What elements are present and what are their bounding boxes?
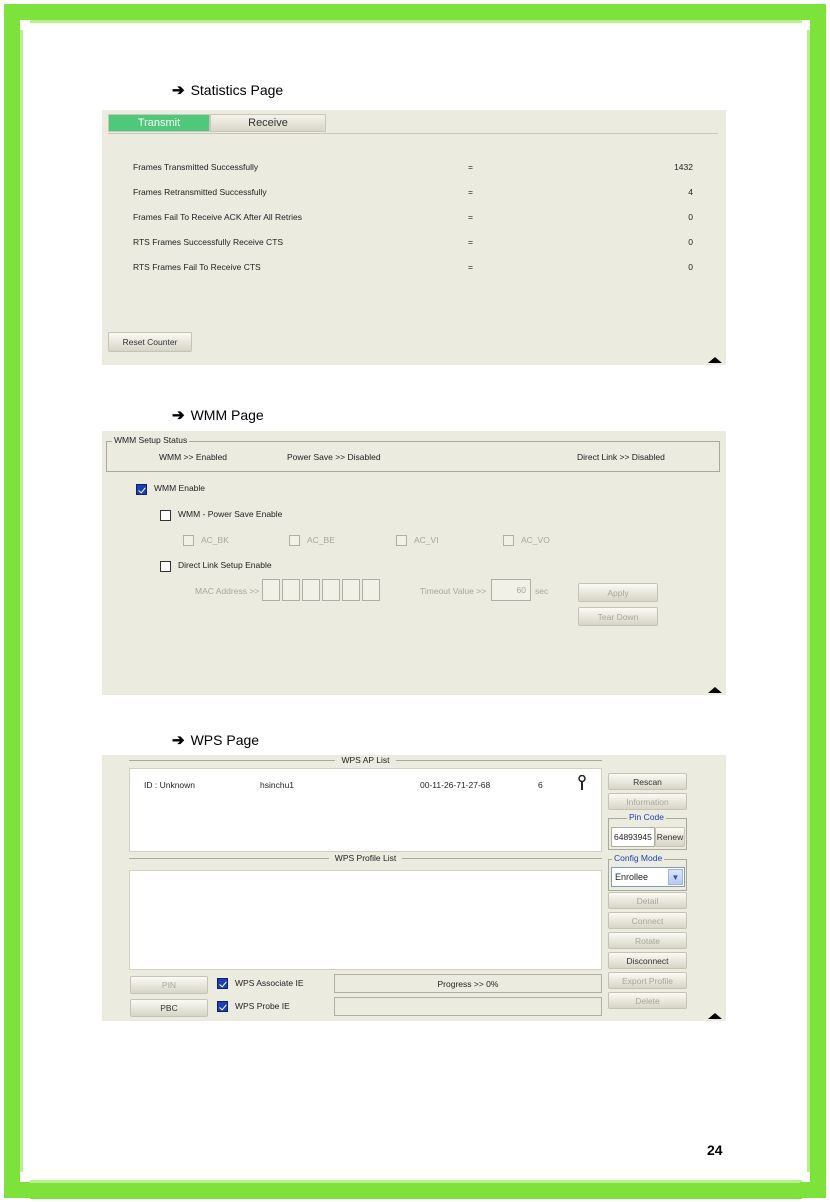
wps-profile-list[interactable]: [129, 870, 602, 970]
ap-ssid: hsinchu1: [260, 780, 295, 790]
key-icon: [577, 775, 587, 791]
wps-profile-list-title: WPS Profile List: [334, 853, 397, 863]
mac-address-octet-input[interactable]: [302, 579, 320, 601]
wps-probe-ie-label: WPS Probe IE: [235, 1001, 290, 1011]
page-corner-top-right: [800, 4, 826, 30]
rotate-button[interactable]: Rotate: [608, 932, 687, 949]
wps-ap-list-title: WPS AP List: [341, 755, 390, 765]
stat-label: RTS Frames Fail To Receive CTS: [133, 262, 261, 272]
pin-code-title: Pin Code: [629, 812, 664, 822]
pin-code-value: 64893945: [611, 827, 655, 847]
stat-label: Frames Retransmitted Successfully: [133, 187, 267, 197]
ac-vo-checkbox[interactable]: [503, 535, 514, 546]
ac-bk-label: AC_BK: [201, 535, 229, 545]
tab-transmit[interactable]: Transmit: [108, 114, 210, 132]
power-save-enable-checkbox[interactable]: [160, 510, 171, 521]
timeout-unit: sec: [535, 586, 549, 596]
statistics-heading: [172, 81, 283, 99]
mac-address-octet-input[interactable]: [362, 579, 380, 601]
connect-button[interactable]: Connect: [608, 912, 687, 929]
wmm-enable-label: WMM Enable: [154, 483, 206, 493]
ac-vo-label: AC_VO: [521, 535, 550, 545]
wmm-enable-checkbox[interactable]: [136, 484, 147, 495]
page-border-bottom: [30, 1183, 802, 1199]
wps-associate-ie-checkbox[interactable]: [217, 978, 228, 989]
timeout-input[interactable]: 60: [491, 579, 531, 601]
stat-row: [133, 187, 693, 199]
stat-row: [133, 262, 693, 274]
collapse-up-icon[interactable]: [708, 687, 722, 693]
wps-heading: [172, 731, 259, 749]
apply-button[interactable]: Apply: [578, 583, 658, 602]
arrow-right-icon: ➔: [172, 82, 185, 99]
mac-address-octet-input[interactable]: [262, 579, 280, 601]
direct-link-status: Direct Link >> Disabled: [577, 452, 665, 462]
wmm-heading-title: WMM Page: [190, 407, 264, 423]
wmm-status: WMM >> Enabled: [159, 452, 228, 462]
disconnect-button[interactable]: Disconnect: [608, 952, 687, 969]
collapse-up-icon[interactable]: [708, 1013, 722, 1019]
stat-equals: =: [468, 187, 473, 197]
page-border-inner-left: [20, 30, 23, 1172]
information-button[interactable]: Information: [608, 793, 687, 810]
progress-status-box: [334, 997, 602, 1016]
delete-button[interactable]: Delete: [608, 992, 687, 1009]
ac-vi-label: AC_VI: [414, 535, 439, 545]
ap-id: ID : Unknown: [144, 780, 196, 790]
pbc-button[interactable]: PBC: [130, 999, 208, 1017]
stat-value: 0: [688, 212, 693, 222]
arrow-right-icon: ➔: [172, 407, 185, 424]
stat-row: [133, 212, 693, 224]
tab-receive[interactable]: Receive: [210, 114, 326, 132]
direct-link-enable-checkbox[interactable]: [160, 561, 171, 572]
progress-bar: Progress >> 0%: [334, 974, 602, 993]
reset-counter-button[interactable]: Reset Counter: [108, 332, 192, 352]
page-number: 24: [707, 1142, 723, 1158]
power-save-status: Power Save >> Disabled: [287, 452, 381, 462]
page-border-inner-bottom: [30, 1180, 802, 1183]
renew-button[interactable]: Renew: [655, 827, 685, 847]
ap-bssid: 00-11-26-71-27-68: [420, 780, 491, 790]
mac-address-octet-input[interactable]: [322, 579, 340, 601]
stat-equals: =: [468, 262, 473, 272]
page-corner-top-left: [4, 4, 30, 30]
stat-equals: =: [468, 162, 473, 172]
statistics-panel: [102, 110, 726, 365]
tab-underline: [108, 133, 718, 134]
page-border-inner-top: [30, 20, 802, 23]
stat-label: RTS Frames Successfully Receive CTS: [133, 237, 284, 247]
wps-panel: [102, 755, 726, 1021]
statistics-heading-title: Statistics Page: [190, 82, 284, 98]
wmm-panel: [102, 431, 726, 695]
wps-profile-list-header: [129, 853, 602, 863]
statistics-tabs: [108, 114, 326, 132]
timeout-label: Timeout Value >>: [420, 586, 487, 596]
ac-bk-checkbox[interactable]: [183, 535, 194, 546]
rescan-button[interactable]: Rescan: [608, 773, 687, 790]
ac-vi-checkbox[interactable]: [396, 535, 407, 546]
power-save-enable-label: WMM - Power Save Enable: [178, 509, 283, 519]
wmm-setup-status-title: WMM Setup Status: [114, 435, 188, 445]
page-corner-bottom-left: [4, 1172, 30, 1198]
stat-equals: =: [468, 212, 473, 222]
ac-be-label: AC_BE: [307, 535, 335, 545]
stat-equals: =: [468, 237, 473, 247]
page-border-inner-right: [807, 30, 810, 1172]
pin-button[interactable]: PIN: [130, 976, 208, 994]
stat-value: 4: [688, 187, 693, 197]
stat-value: 0: [688, 262, 693, 272]
ac-be-checkbox[interactable]: [289, 535, 300, 546]
mac-address-octet-input[interactable]: [282, 579, 300, 601]
stat-value: 0: [688, 237, 693, 247]
wmm-heading: [172, 406, 264, 424]
arrow-right-icon: ➔: [172, 732, 185, 749]
mac-address-octet-input[interactable]: [342, 579, 360, 601]
wps-probe-ie-checkbox[interactable]: [217, 1001, 228, 1012]
page-corner-bottom-right: [800, 1172, 826, 1198]
stat-label: Frames Transmitted Successfully: [133, 162, 259, 172]
tear-down-button[interactable]: Tear Down: [578, 607, 658, 626]
config-mode-select[interactable]: [611, 867, 685, 887]
stat-row: [133, 237, 693, 249]
export-profile-button[interactable]: Export Profile: [608, 972, 687, 989]
collapse-up-icon[interactable]: [708, 357, 722, 363]
mac-address-label: MAC Address >>: [195, 586, 260, 596]
config-mode-value: Enrollee: [615, 872, 649, 882]
stat-label: Frames Fail To Receive ACK After All Retries: [133, 212, 302, 222]
wps-heading-title: WPS Page: [190, 732, 260, 748]
page-border-top: [30, 4, 802, 20]
config-mode-title: Config Mode: [614, 853, 663, 863]
direct-link-enable-label: Direct Link Setup Enable: [178, 560, 272, 570]
detail-button[interactable]: Detail: [608, 892, 687, 909]
ap-channel: 6: [538, 780, 543, 790]
page-border-left: [4, 30, 20, 1172]
wps-associate-ie-label: WPS Associate IE: [235, 978, 304, 988]
page-border-right: [810, 30, 826, 1172]
wps-ap-list-header: [129, 755, 602, 765]
stat-value: 1432: [674, 162, 693, 172]
wps-ap-list[interactable]: [129, 768, 602, 852]
stat-row: [133, 162, 693, 174]
chevron-down-icon[interactable]: ▼: [668, 869, 683, 885]
